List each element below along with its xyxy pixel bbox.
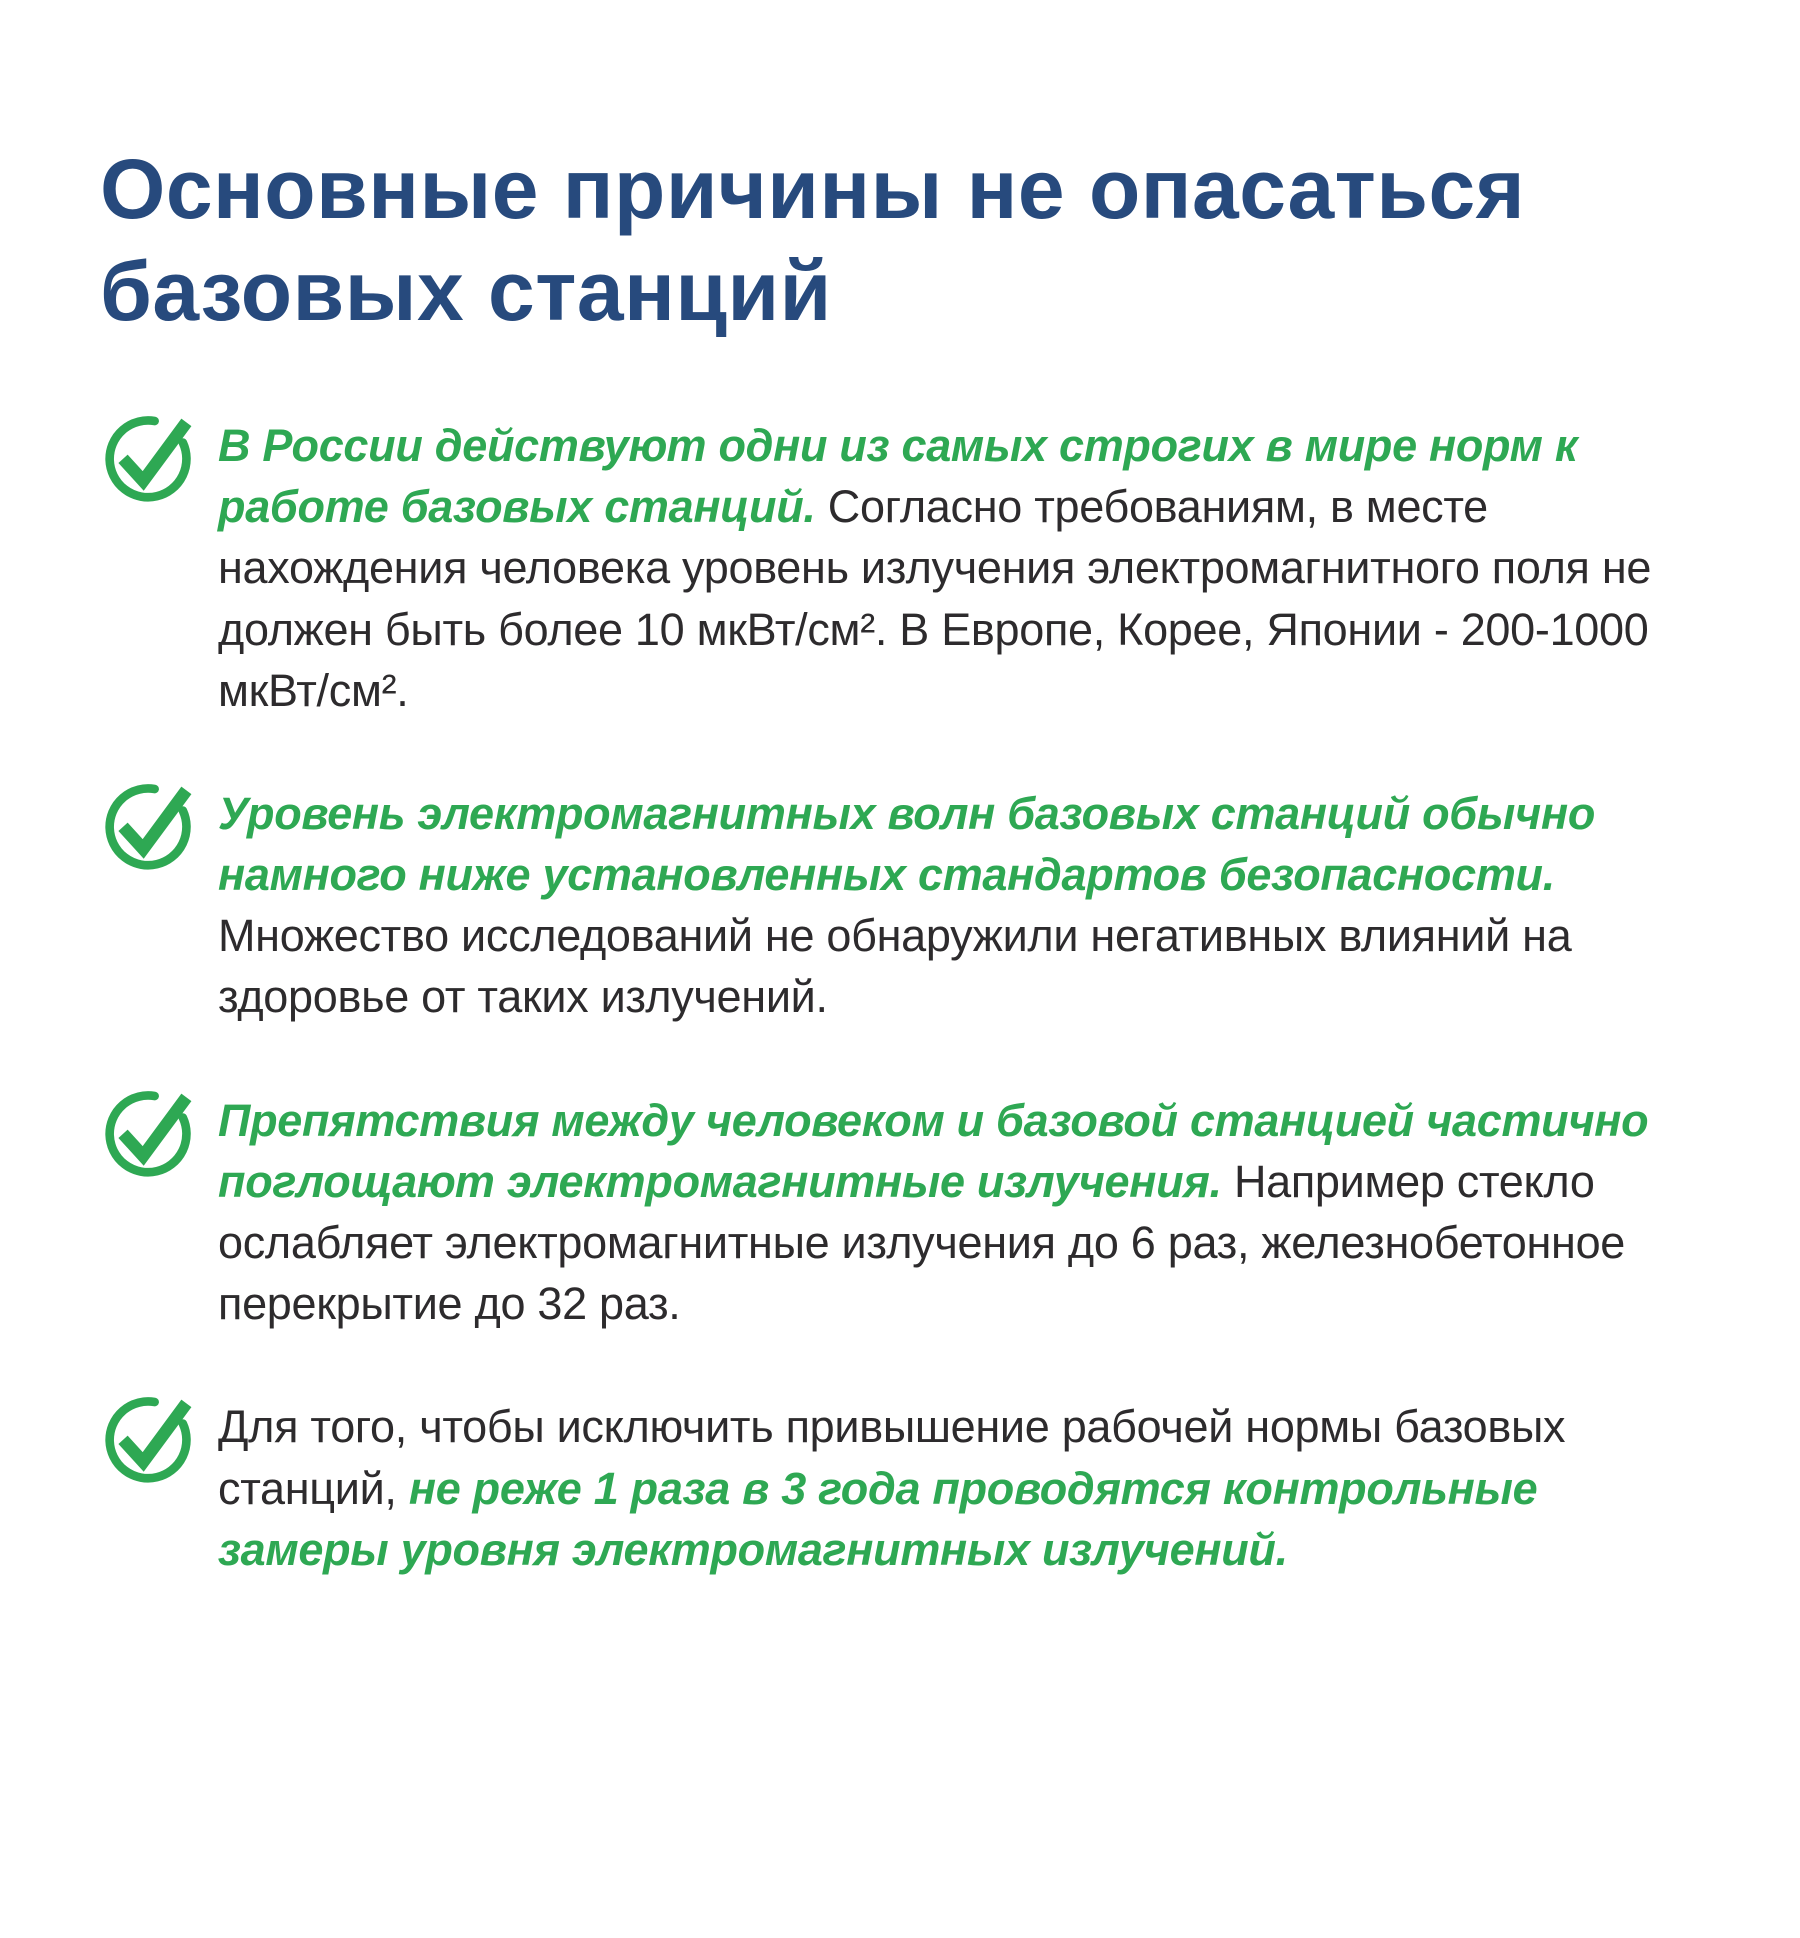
bullet-text — [218, 1090, 1700, 1335]
bullet-text-segment: не реже 1 раза в 3 года проводятся контрольные замеры уровня электромагнитных излучений. — [218, 1462, 1538, 1575]
infographic-page — [0, 138, 1800, 1938]
bullet-item — [100, 1090, 1700, 1335]
bullet-item — [100, 783, 1700, 1028]
page-title-line1: Основные причины не опасаться — [100, 142, 1526, 236]
bullet-text-segment: Согласно требованиям, в месте нахождения человека уровень излучения электромагнитного поля не должен быть более 10 мкВт/см². В Европе, Корее, Японии - 200-1000 мкВт/см². — [218, 481, 1652, 716]
bullet-text-segment: В России действуют одни из самых строгих в мире норм к работе базовых станций. — [218, 419, 1578, 533]
bullet-text-segment: Множество исследований не обнаружили негативных влияний на здоровье от таких излучений. — [218, 910, 1572, 1023]
bullet-text — [218, 1396, 1700, 1580]
page-title-line2: базовых станций — [100, 244, 832, 339]
check-circle-icon — [100, 407, 196, 503]
check-circle-icon — [100, 1082, 196, 1178]
page-title — [100, 138, 1700, 343]
check-circle-icon — [100, 775, 196, 871]
bullet-text-segment: Уровень электромагнитных волн базовых станций обычно намного ниже установленных стандартов безопасности. — [218, 787, 1596, 901]
check-circle-icon — [100, 1388, 196, 1484]
bullet-item — [100, 415, 1700, 721]
bullet-text-segment: Препятствия между человеком и базовой станцией частично поглощают электромагнитные излучения. — [218, 1094, 1649, 1207]
bullet-text — [218, 415, 1700, 721]
bullet-text-segment: Например стекло ослабляет электромагнитные излучения до 6 раз, железнобетонное перекрытие до 32 раз. — [218, 1155, 1626, 1330]
bullet-item — [100, 1396, 1700, 1580]
bullet-list — [100, 415, 1700, 1580]
bullet-text — [218, 783, 1700, 1028]
bullet-text-segment: Для того, чтобы исключить привышение рабочей нормы базовых станций, — [218, 1401, 1566, 1514]
